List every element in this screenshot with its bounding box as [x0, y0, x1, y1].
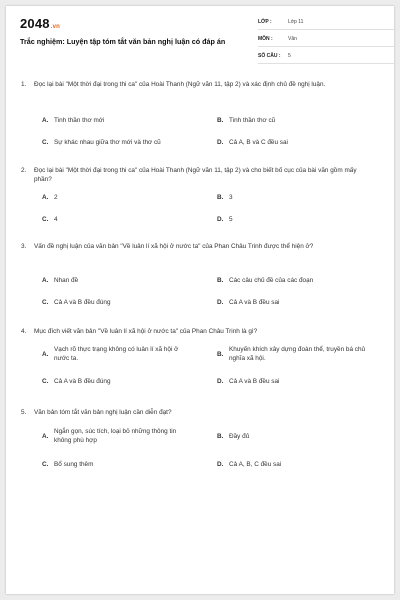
option-d[interactable]: D. Cả A và B đều sai [217, 378, 280, 385]
option-b[interactable]: B. 3 [217, 194, 233, 201]
option-b[interactable]: B. Khuyến khích xây dựng đoàn thể, truyền bá chủ nghĩa xã hội. [217, 346, 366, 362]
option-a[interactable]: A. Vạch rõ thực trạng không có luân lí xã hội ở nước ta. [42, 346, 179, 362]
worksheet-header [20, 16, 380, 76]
option-b[interactable]: B. Các câu chủ đề của các đoạn [217, 277, 314, 284]
option-d[interactable]: D. 5 [217, 216, 233, 223]
option-a[interactable]: A. Tinh thần thơ mới [42, 117, 105, 124]
question-stem: 5. Văn bản tóm tắt văn bản nghị luận cần diễn đạt? [21, 409, 172, 416]
question-number: 4. [21, 328, 27, 335]
question-number: 3. [21, 243, 27, 250]
question-stem: 3. Vấn đề nghị luận của văn bản "Về luân lí xã hội ở nước ta" của Phan Châu Trinh được thể hiện ở? [21, 243, 314, 250]
question-stem: 2. Đọc lại bài "Một thời đại trong thi ca" của Hoài Thanh (Ngữ văn 11, tập 2) và cho biết bố cục của bài văn gồm mấy phần? [21, 167, 357, 183]
question-3 [20, 242, 380, 306]
option-a[interactable]: A. Ngắn gọn, súc tích, loại bỏ những thông tin không phù hợp [42, 428, 177, 444]
quiz-title: Trắc nghiệm: Luyện tập tóm tắt văn bản nghị luận có đáp án [20, 37, 226, 46]
question-5 [20, 408, 380, 468]
option-a[interactable]: A. Nhan đề [42, 277, 79, 284]
meta-subject: MÔN : Văn [258, 33, 396, 47]
question-number: 2. [21, 167, 27, 174]
question-stem: 1. Đọc lại bài "Một thời đại trong thi ca" của Hoài Thanh (Ngữ văn 11, tập 2) và xác định chủ đề nghị luận. [21, 81, 326, 88]
question-number: 5. [21, 409, 27, 416]
question-2 [20, 166, 380, 223]
meta-question-count: SỐ CÂU : 5 [258, 50, 396, 64]
question-1 [20, 80, 380, 146]
option-d[interactable]: D. Cả A, B và C đều sai [217, 139, 288, 146]
option-c[interactable]: C. Bổ sung thêm [42, 461, 94, 468]
site-logo[interactable]: 2048.vn [20, 16, 61, 31]
option-c[interactable]: C. Cả A và B đều đúng [42, 378, 111, 385]
option-b[interactable]: B. Đầy đủ [217, 433, 250, 440]
option-c[interactable]: C. Cả A và B đều đúng [42, 299, 111, 306]
option-d[interactable]: D. Cả A và B đều sai [217, 299, 280, 306]
quiz-meta [258, 16, 396, 67]
option-d[interactable]: D. Cả A, B, C đều sai [217, 461, 282, 468]
option-a[interactable]: A. 2 [42, 194, 58, 201]
question-4 [20, 327, 380, 385]
option-b[interactable]: B. Tinh thần thơ cũ [217, 117, 276, 124]
option-c[interactable]: C. 4 [42, 216, 58, 223]
option-c[interactable]: C. Sự khác nhau giữa thơ mới và thơ cũ [42, 139, 161, 146]
question-number: 1. [21, 81, 27, 88]
meta-grade: LỚP : Lớp 11 [258, 16, 396, 30]
question-stem: 4. Mục đích viết văn bản "Về luân lí xã hội ở nước ta" của Phan Châu Trinh là gì? [21, 328, 258, 335]
worksheet-page [6, 6, 394, 594]
